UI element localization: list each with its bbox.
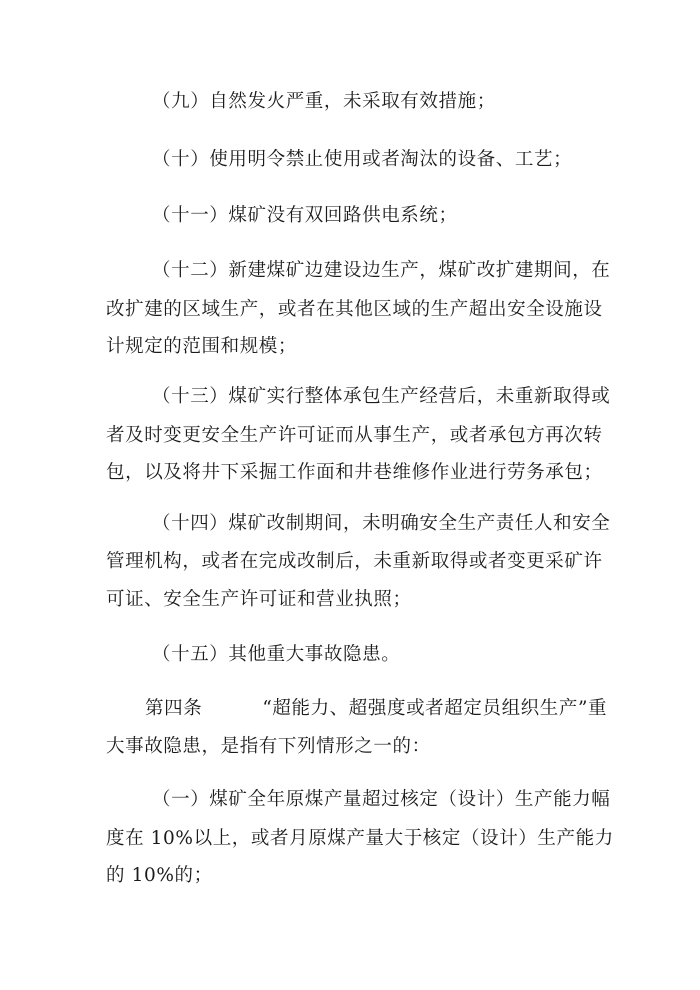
clause-line: （一）煤矿全年原煤产量超过核定（设计）生产能力幅 <box>152 789 611 810</box>
clause-line: 者及时变更安全生产许可证而从事生产，或者承包方再次转 <box>106 425 603 446</box>
clause-line: 大事故隐患，是指有下列情形之一的： <box>106 736 431 757</box>
clause-line: 管理机构，或者在完成改制后，未重新取得或者变更采矿许 <box>106 551 603 572</box>
clause-line: （十五）其他重大事故隐患。 <box>152 644 401 665</box>
clause-line: （十一）煤矿没有双回路供电系统； <box>152 205 458 226</box>
clause-line: 包，以及将井下采掘工作面和井巷维修作业进行劳务承包； <box>106 462 603 483</box>
article-4-first-line <box>145 697 607 721</box>
clause-line: （十二）新建煤矿边建设边生产，煤矿改扩建期间，在 <box>152 260 611 281</box>
clause-line: 的 10%的； <box>106 865 213 886</box>
clause-line: 计规定的范围和规模； <box>106 336 298 357</box>
article-4-label: 第四条 <box>145 698 203 719</box>
clause-line: （十三）煤矿实行整体承包生产经营后，未重新取得或 <box>152 386 611 407</box>
clause-line: （十）使用明令禁止使用或者淘汰的设备、工艺； <box>152 149 573 170</box>
clause-line: 改扩建的区域生产，或者在其他区域的生产超出安全设施设 <box>106 299 603 320</box>
clause-line: 度在 10%以上，或者月原煤产量大于核定（设计）生产能力 <box>106 828 614 849</box>
article-4-heading-text: “超能力、超强度或者超定员组织生产”重 <box>262 698 608 719</box>
clause-line: （十四）煤矿改制期间，未明确安全生产责任人和安全 <box>152 513 611 534</box>
clause-line: （九）自然发火严重，未采取有效措施； <box>152 91 496 112</box>
clause-line: 可证、安全生产许可证和营业执照； <box>106 589 412 610</box>
